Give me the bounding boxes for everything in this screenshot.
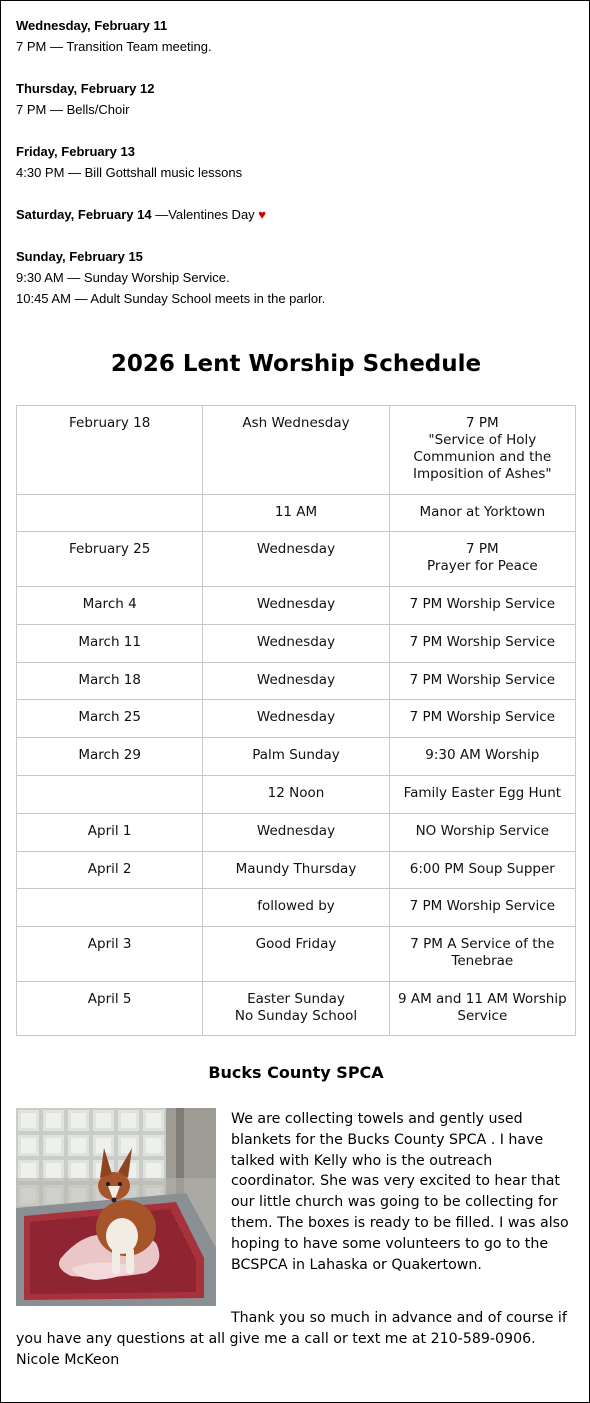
day-cell: Wednesday — [203, 663, 389, 700]
service-cell: 9 AM and 11 AM Worship Service — [389, 982, 575, 1036]
service-cell: NO Worship Service — [389, 814, 575, 852]
service-cell: 9:30 AM Worship — [389, 738, 575, 776]
event-day: Saturday, February 14 — [16, 207, 152, 222]
day-cell: 12 Noon — [203, 776, 389, 814]
event-line: 9:30 AM — Sunday Worship Service. — [16, 270, 230, 285]
event-thursday — [16, 78, 576, 120]
event-day: Wednesday, February 11 — [16, 18, 168, 33]
table-row — [17, 738, 576, 776]
day-cell: Wednesday — [203, 700, 389, 738]
day-cell: Easter Sunday No Sunday School — [203, 982, 389, 1036]
lent-schedule-table — [16, 405, 576, 1036]
date-cell: February 25 — [17, 532, 203, 587]
heart-icon: ♥ — [258, 207, 267, 222]
service-cell: Family Easter Egg Hunt — [389, 776, 575, 814]
day-cell: Wednesday — [203, 532, 389, 587]
table-row — [17, 532, 576, 587]
day-cell: Palm Sunday — [203, 738, 389, 776]
date-cell: March 4 — [17, 587, 203, 625]
table-row — [17, 663, 576, 700]
event-line: 10:45 AM — Adult Sunday School meets in the parlor. — [16, 291, 326, 306]
day-cell: Maundy Thursday — [203, 852, 389, 889]
table-row — [17, 625, 576, 663]
event-line: 4:30 PM — Bill Gottshall music lessons — [16, 165, 243, 180]
service-cell: 6:00 PM Soup Supper — [389, 852, 575, 889]
event-wednesday — [16, 15, 576, 57]
table-row — [17, 700, 576, 738]
date-cell: April 1 — [17, 814, 203, 852]
service-cell: 7 PM A Service of the Tenebrae — [389, 927, 575, 982]
event-day: Sunday, February 15 — [16, 249, 143, 264]
event-note: —Valentines Day — [151, 207, 259, 222]
date-cell: March 18 — [17, 663, 203, 700]
event-friday — [16, 141, 576, 183]
dog-photo — [16, 1108, 216, 1306]
event-day: Friday, February 13 — [16, 144, 135, 159]
date-cell: March 25 — [17, 700, 203, 738]
event-line: 7 PM — Transition Team meeting. — [16, 39, 212, 54]
lent-schedule-title: 2026 Lent Worship Schedule — [110, 351, 482, 377]
service-cell: 7 PM Worship Service — [389, 700, 575, 738]
date-cell: April 5 — [17, 982, 203, 1036]
table-row — [17, 587, 576, 625]
weekly-events — [16, 15, 576, 330]
event-day: Thursday, February 12 — [16, 81, 155, 96]
date-cell — [17, 889, 203, 927]
day-cell: Wednesday — [203, 587, 389, 625]
day-cell: Ash Wednesday — [203, 406, 389, 495]
date-cell — [17, 776, 203, 814]
event-sunday — [16, 246, 576, 309]
table-row — [17, 495, 576, 532]
date-cell: March 29 — [17, 738, 203, 776]
date-cell: March 11 — [17, 625, 203, 663]
table-row — [17, 776, 576, 814]
day-cell: Good Friday — [203, 927, 389, 982]
date-cell: April 3 — [17, 927, 203, 982]
table-row — [17, 814, 576, 852]
service-cell: 7 PM Worship Service — [389, 587, 575, 625]
date-cell: February 18 — [17, 406, 203, 495]
service-cell: Manor at Yorktown — [389, 495, 575, 532]
service-cell: 7 PM Prayer for Peace — [389, 532, 575, 587]
event-saturday — [16, 204, 576, 225]
event-line: 7 PM — Bells/Choir — [16, 102, 130, 117]
service-cell: 7 PM Worship Service — [389, 663, 575, 700]
day-cell: Wednesday — [203, 814, 389, 852]
service-cell: 7 PM "Service of Holy Communion and the Imposition of Ashes" — [389, 406, 575, 495]
table-row — [17, 982, 576, 1036]
table-row — [17, 852, 576, 889]
dog-photo-art — [16, 1108, 216, 1306]
service-cell: 7 PM Worship Service — [389, 625, 575, 663]
spca-paragraph: We are collecting towels and gently used blankets for the Bucks County SPCA . I have talked with Kelly who is the outreach coordinator. She was very excited to hear that our little church was going to be collecting for them. The boxes is ready to be filled. I was also hoping to have some volunteers to go to the BCSPCA in Lahaska or Quakertown. — [231, 1111, 569, 1273]
table-row — [17, 406, 576, 495]
date-cell: April 2 — [17, 852, 203, 889]
spca-thanks: Thank you so much in advance and of course if you have any questions at all give me a call or text me at 210-589-0906. Nicole McKeon — [16, 1310, 567, 1368]
date-cell — [17, 495, 203, 532]
day-cell: 11 AM — [203, 495, 389, 532]
table-row — [17, 889, 576, 927]
table-row — [17, 927, 576, 982]
day-cell: followed by — [203, 889, 389, 927]
day-cell: Wednesday — [203, 625, 389, 663]
spca-heading: Bucks County SPCA — [208, 1063, 384, 1082]
service-cell: 7 PM Worship Service — [389, 889, 575, 927]
